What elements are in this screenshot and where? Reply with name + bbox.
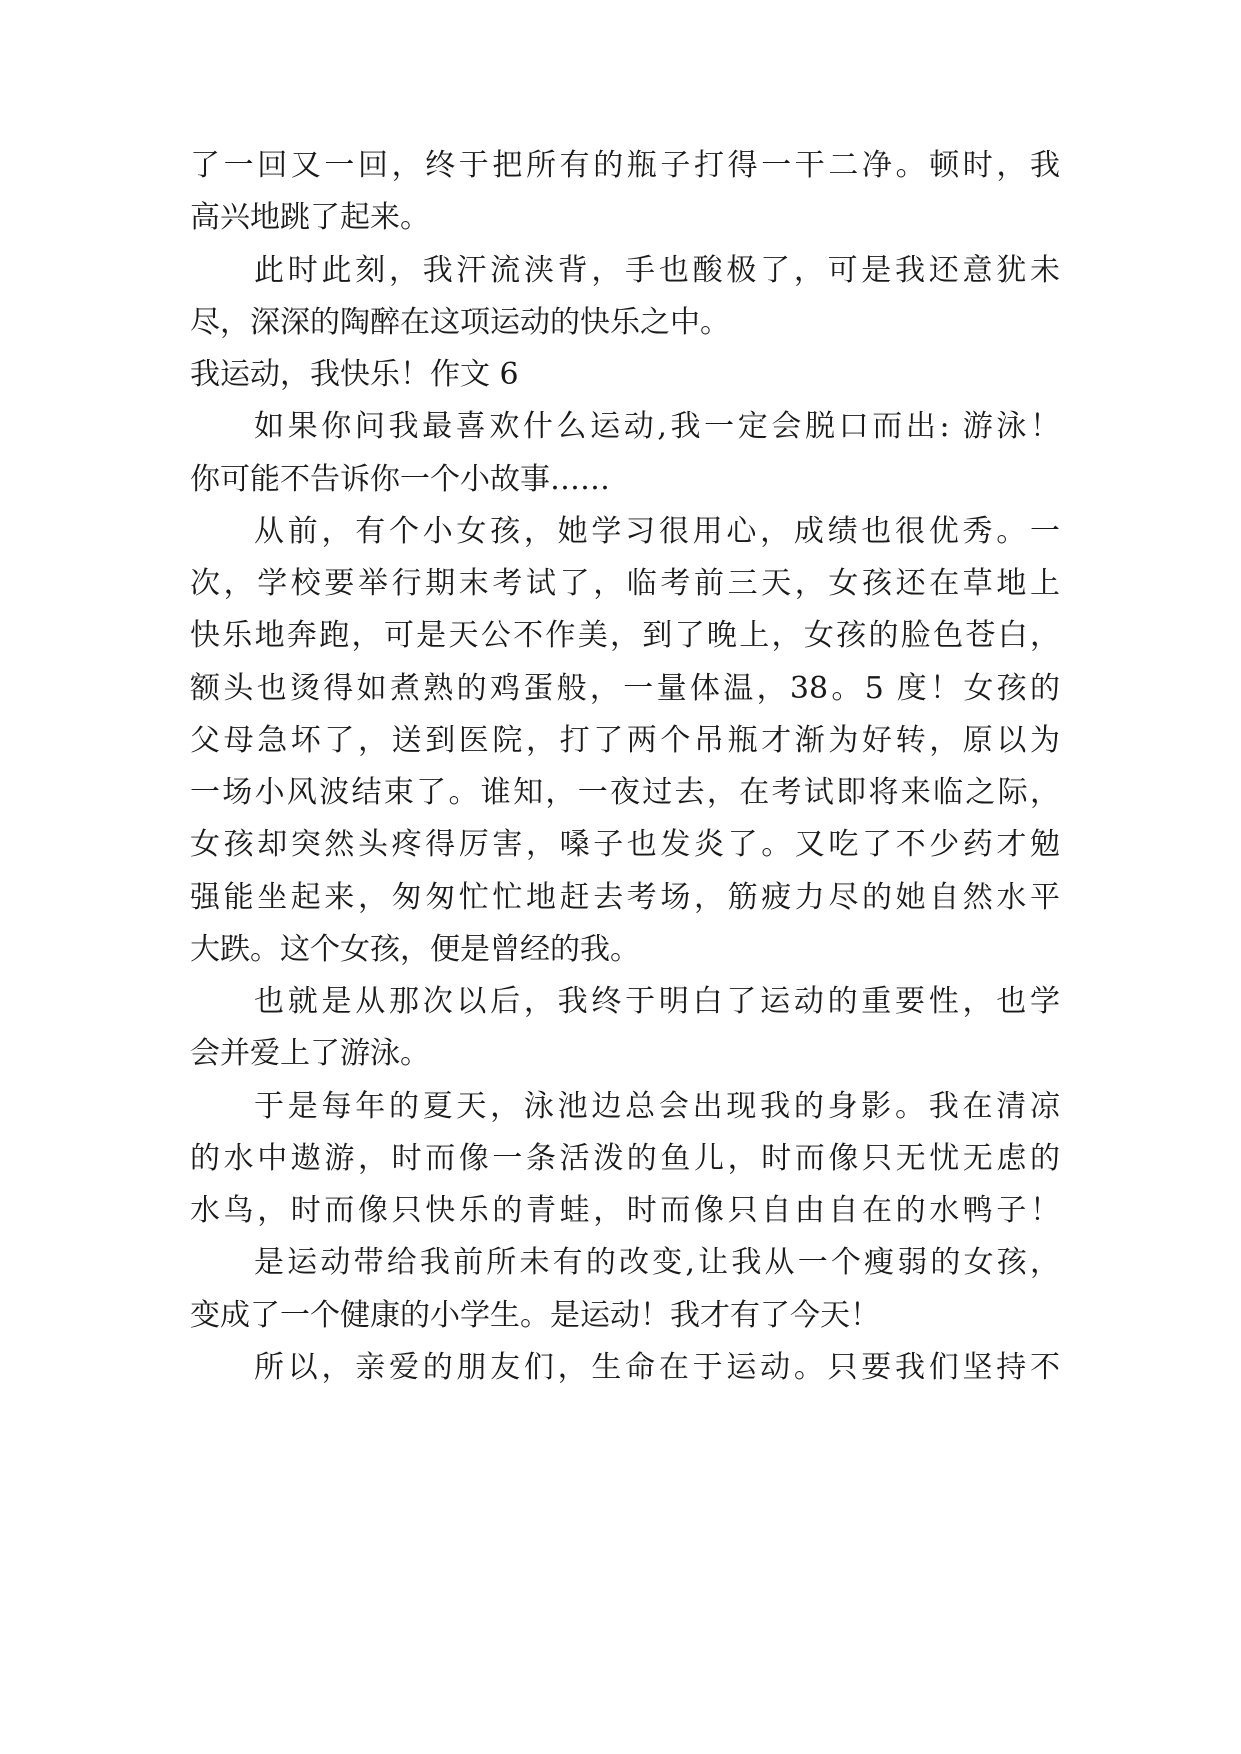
text-line: 快乐地奔跑，可是天公不作美，到了晚上，女孩的脸色苍白， (190, 618, 1060, 653)
text-line: 你可能不告诉你一个小故事…… (190, 462, 610, 497)
text-line: 一场小风波结束了。谁知，一夜过去，在考试即将来临之际， (190, 775, 1060, 810)
text-line: 是运动带给我前所未有的改变,让我从一个瘦弱的女孩， (254, 1245, 1060, 1280)
text-line: 父母急坏了，送到医院，打了两个吊瓶才渐为好转，原以为 (190, 723, 1060, 758)
text-line: 如果你问我最喜欢什么运动,我一定会脱口而出: 游泳！ (254, 409, 1060, 444)
text-line: 大跌。这个女孩，便是曾经的我。 (190, 932, 640, 967)
text-line: 的水中遨游，时而像一条活泼的鱼儿，时而像只无忧无虑的 (190, 1141, 1060, 1176)
text-line: 尽，深深的陶醉在这项运动的快乐之中。 (190, 305, 730, 340)
text-line: 额头也烫得如煮熟的鸡蛋般，一量体温，38。5 度！女孩的 (190, 671, 1060, 706)
text-line: 强能坐起来，匆匆忙忙地赶去考场，筋疲力尽的她自然水平 (190, 880, 1060, 915)
text-line: 高兴地跳了起来。 (190, 200, 430, 235)
text-line: 于是每年的夏天，泳池边总会出现我的身影。我在清凉 (254, 1089, 1060, 1124)
text-line: 此时此刻，我汗流浃背，手也酸极了，可是我还意犹未 (254, 253, 1060, 288)
text-line: 也就是从那次以后，我终于明白了运动的重要性，也学 (254, 984, 1060, 1019)
text-line: 女孩却突然头疼得厉害，嗓子也发炎了。又吃了不少药才勉 (190, 827, 1060, 862)
section-title: 我运动，我快乐！作文 6 (190, 357, 519, 392)
text-line: 了一回又一回，终于把所有的瓶子打得一干二净。顿时，我 (190, 148, 1060, 183)
text-line: 从前，有个小女孩，她学习很用心，成绩也很优秀。一 (254, 514, 1060, 549)
text-line: 次，学校要举行期末考试了，临考前三天，女孩还在草地上 (190, 566, 1060, 601)
text-line: 水鸟，时而像只快乐的青蛙，时而像只自由自在的水鸭子！ (190, 1193, 1060, 1228)
text-line: 会并爱上了游泳。 (190, 1036, 430, 1071)
text-line: 变成了一个健康的小学生。是运动！我才有了今天！ (190, 1298, 880, 1333)
text-line: 所以，亲爱的朋友们，生命在于运动。只要我们坚持不 (254, 1350, 1060, 1385)
